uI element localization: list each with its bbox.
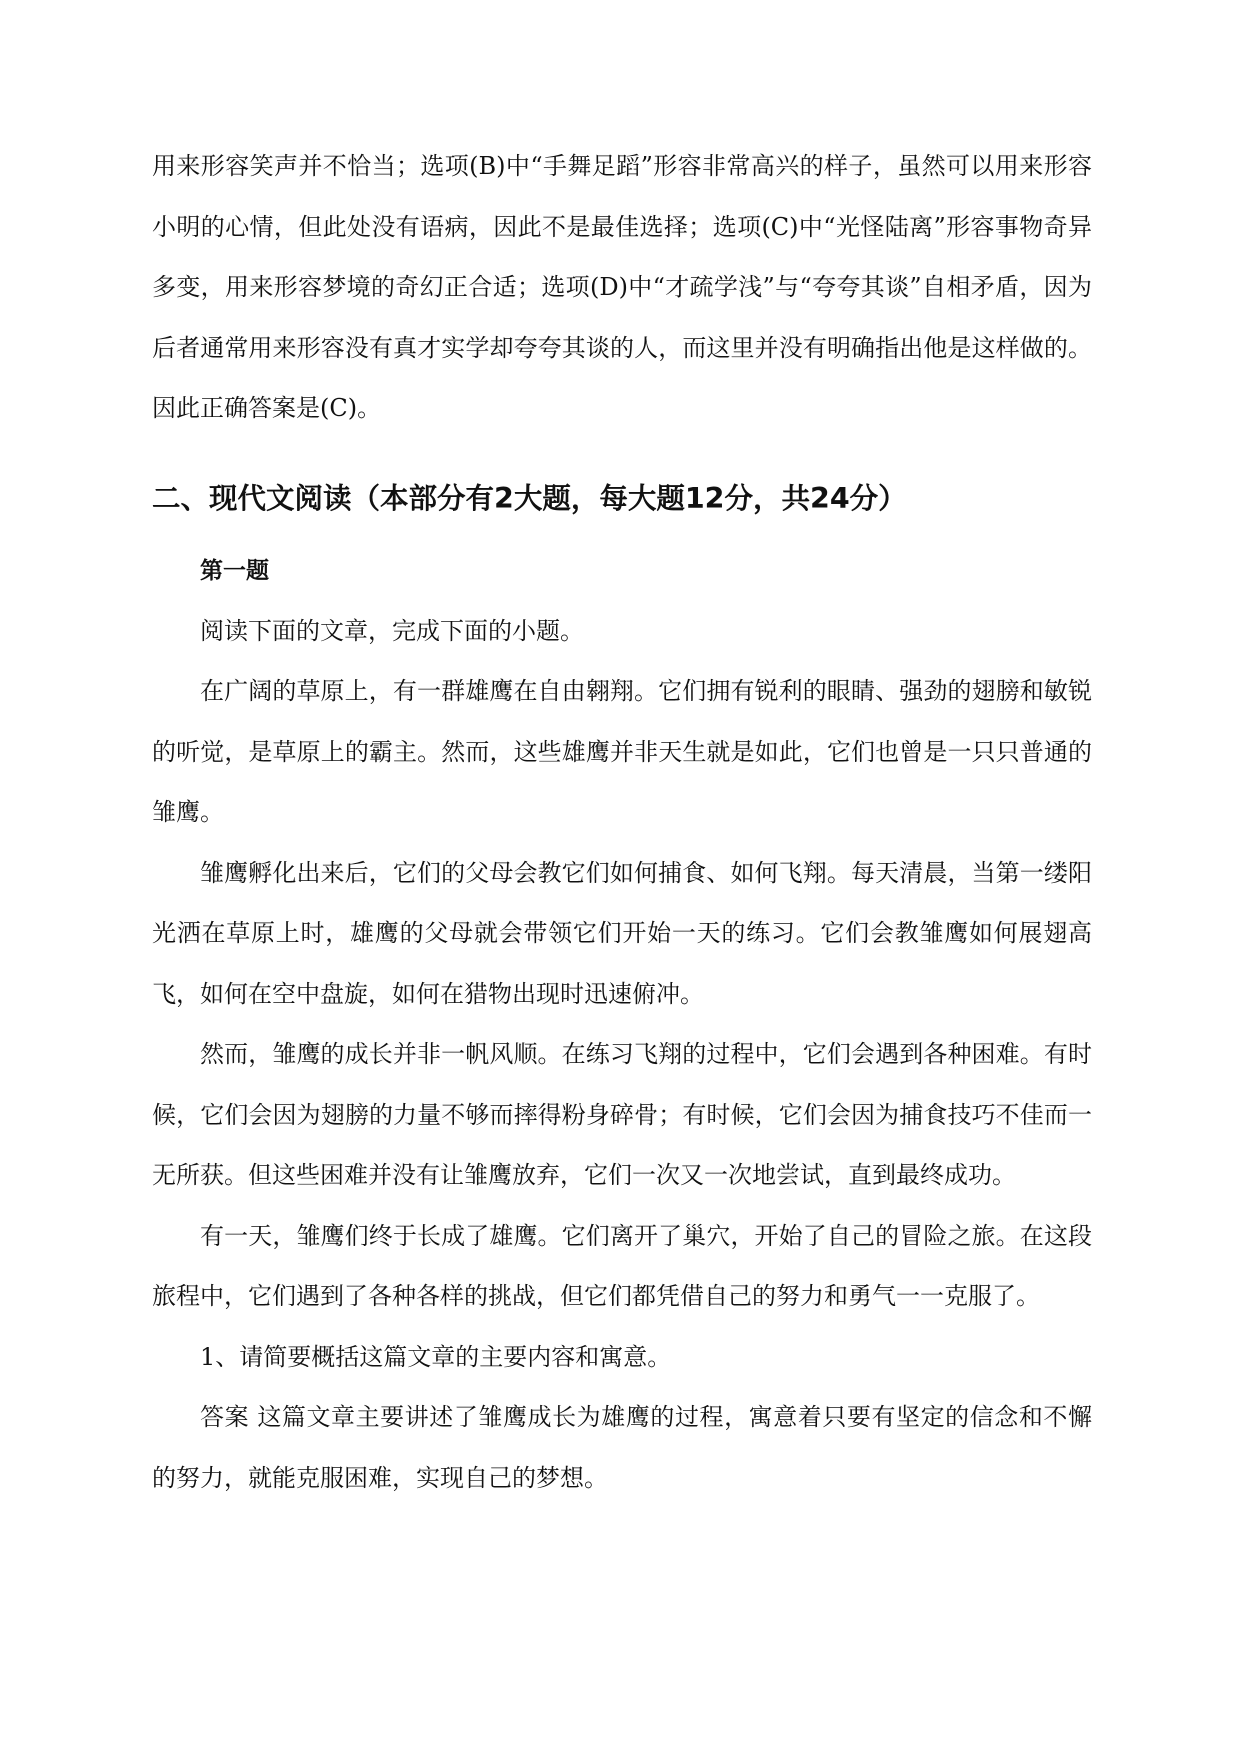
question-1: 1、请简要概括这篇文章的主要内容和寓意。 [200,1342,672,1371]
question-subtitle: 第一题 [200,557,269,584]
answer-1: 答案 这篇文章主要讲述了雏鹰成长为雄鹰的过程，寓意着只要有坚定的信念和不懈的努力，就能克服困难，实现自己的梦想。 [152,1403,1092,1492]
document-page [152,136,1092,1508]
answer-explanation-paragraph: 用来形容笑声并不恰当；选项(B)中“手舞足蹈”形容非常高兴的样子，虽然可以用来形容小明的心情，但此处没有语病，因此不是最佳选择；选项(C)中“光怪陆离”形容事物奇异多变，用来形容梦境的奇幻正合适；选项(D)中“才疏学浅”与“夸夸其谈”自相矛盾，因为后者通常用来形容没有真才实学却夸夸其谈的人，而这里并没有明确指出他是这样做的。因此正确答案是(C)。 [152,152,1092,422]
article-paragraph-3: 然而，雏鹰的成长并非一帆风顺。在练习飞翔的过程中，它们会遇到各种困难。有时候，它们会因为翅膀的力量不够而摔得粉身碎骨；有时候，它们会因为捕食技巧不佳而一无所获。但这些困难并没有让雏鹰放弃，它们一次又一次地尝试，直到最终成功。 [152,1040,1092,1189]
section-title: 二、现代文阅读（本部分有2大题，每大题12分，共24分） [152,481,907,515]
article-paragraph-2: 雏鹰孵化出来后，它们的父母会教它们如何捕食、如何飞翔。每天清晨，当第一缕阳光洒在草原上时，雄鹰的父母就会带领它们开始一天的练习。它们会教雏鹰如何展翅高飞，如何在空中盘旋，如何在猎物出现时迅速俯冲。 [152,858,1092,1008]
reading-instruction: 阅读下面的文章，完成下面的小题。 [200,616,584,645]
article-paragraph-1: 在广阔的草原上，有一群雄鹰在自由翱翔。它们拥有锐利的眼睛、强劲的翅膀和敏锐的听觉，是草原上的霸主。然而，这些雄鹰并非天生就是如此，它们也曾是一只只普通的雏鹰。 [152,677,1092,826]
article-paragraph-4: 有一天，雏鹰们终于长成了雄鹰。它们离开了巢穴，开始了自己的冒险之旅。在这段旅程中，它们遇到了各种各样的挑战，但它们都凭借自己的努力和勇气一一克服了。 [152,1221,1092,1310]
